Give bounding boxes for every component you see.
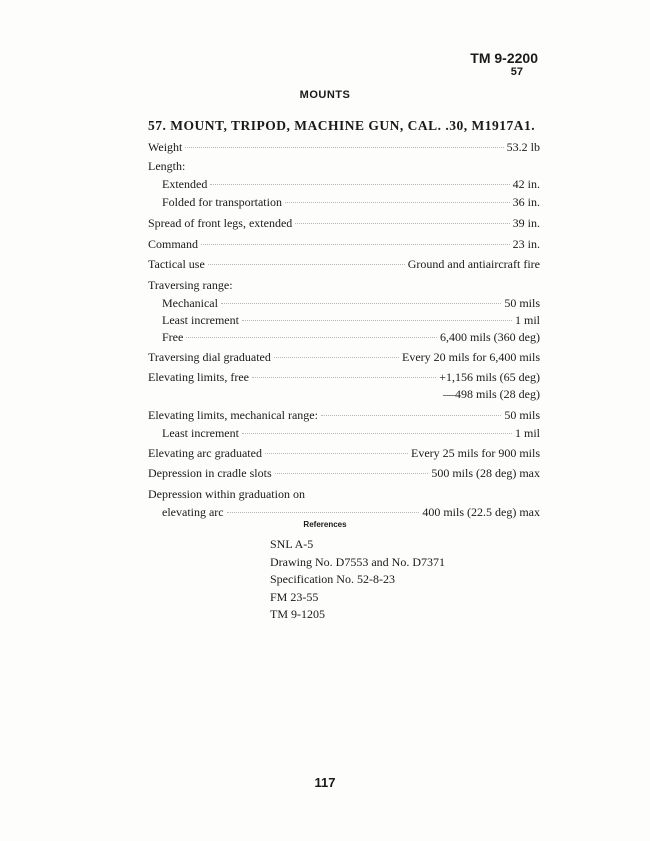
spec-row-free xyxy=(148,329,540,346)
spec-row-command xyxy=(148,236,540,253)
spec-row-length xyxy=(148,158,540,175)
spec-row-elevating-mechanical xyxy=(148,407,540,424)
spec-value: 1 mil xyxy=(514,313,540,327)
dot-leader xyxy=(201,244,510,245)
spec-label: Traversing dial graduated xyxy=(148,350,271,364)
reference-item: TM 9-1205 xyxy=(270,607,325,622)
item-title: 57. MOUNT, TRIPOD, MACHINE GUN, CAL. .30, M1917A1. xyxy=(148,118,536,133)
spec-row-traversing-dial xyxy=(148,349,540,366)
spec-row-depression-cradle xyxy=(148,465,540,482)
reference-item: Drawing No. D7553 and No. D7371 xyxy=(270,554,445,569)
spec-row-least-increment xyxy=(148,312,540,329)
spec-value: 400 mils (22.5 deg) max xyxy=(422,505,540,519)
spec-value: +1,156 mils (65 deg) xyxy=(439,370,540,384)
spec-value: 6,400 mils (360 deg) xyxy=(440,330,540,344)
dot-leader xyxy=(285,202,510,203)
dot-leader xyxy=(242,320,512,321)
dot-leader xyxy=(185,147,503,148)
dot-leader xyxy=(275,473,429,474)
references-heading: References xyxy=(303,520,347,529)
spec-label: Elevating limits, mechanical range: xyxy=(148,408,318,422)
reference-item: SNL A-5 xyxy=(270,537,314,551)
spec-label: Weight xyxy=(148,140,183,154)
spec-value: 50 mils xyxy=(504,296,540,310)
paragraph-number: 57 xyxy=(510,66,523,78)
spec-row-least-increment xyxy=(148,425,540,442)
spec-value: —498 mils (28 deg) xyxy=(443,387,540,401)
page-number: 117 xyxy=(314,775,336,790)
spec-label: Command xyxy=(148,237,198,251)
spec-label: Spread of front legs, extended xyxy=(148,216,293,230)
reference-item: FM 23-55 xyxy=(270,589,319,604)
spec-row-extended xyxy=(148,176,540,193)
spec-label: Elevating limits, free xyxy=(148,370,249,384)
dot-leader xyxy=(221,303,501,304)
spec-value: 39 in. xyxy=(512,216,540,230)
spec-label: elevating arc xyxy=(162,505,224,519)
dot-leader xyxy=(208,264,405,265)
spec-row-folded xyxy=(148,194,540,211)
spec-row-weight xyxy=(148,139,540,156)
spec-value: 36 in. xyxy=(512,195,540,209)
document-id: TM 9-2200 xyxy=(470,50,538,66)
dot-leader xyxy=(295,223,509,224)
references-list xyxy=(270,536,445,624)
dot-leader xyxy=(252,377,436,378)
reference-item: Specification No. 52-8-23 xyxy=(270,572,395,587)
dot-leader xyxy=(265,453,408,454)
spec-row-tactical xyxy=(148,256,540,273)
spec-value: 23 in. xyxy=(512,237,540,251)
spec-row-elevating-arc xyxy=(148,445,540,462)
spec-value: 500 mils (28 deg) max xyxy=(431,466,540,480)
spec-row-spread xyxy=(148,215,540,232)
spec-row-depression-within-cont xyxy=(148,504,540,521)
spec-value: Ground and antiaircraft fire xyxy=(407,257,540,271)
spec-label: Mechanical xyxy=(162,296,218,310)
dot-leader xyxy=(274,357,399,358)
spec-row-depression-within xyxy=(148,486,540,503)
dot-leader xyxy=(227,512,420,513)
spec-label: Length: xyxy=(148,159,186,173)
spec-label: Traversing range: xyxy=(148,278,233,292)
dot-leader xyxy=(186,337,437,338)
spec-row-elevating-free-cont xyxy=(148,386,540,403)
dot-leader xyxy=(321,415,501,416)
spec-label: Extended xyxy=(162,177,208,191)
spec-label: Least increment xyxy=(162,426,239,440)
spec-row-traversing-range xyxy=(148,277,540,294)
spec-label: Depression within graduation on xyxy=(148,487,305,501)
spec-value: 53.2 lb xyxy=(506,140,540,154)
spec-label: Elevating arc graduated xyxy=(148,446,262,460)
spec-value: 42 in. xyxy=(512,177,540,191)
spec-list xyxy=(148,139,540,521)
spec-value: 1 mil xyxy=(514,426,540,440)
spec-value: Every 25 mils for 900 mils xyxy=(411,446,540,460)
spec-row-mechanical xyxy=(148,295,540,312)
spec-label: Free xyxy=(162,330,184,344)
spec-row-elevating-free xyxy=(148,369,540,386)
spec-label: Least increment xyxy=(162,313,239,327)
dot-leader xyxy=(210,184,509,185)
spec-label: Tactical use xyxy=(148,257,205,271)
section-title: MOUNTS xyxy=(299,89,351,101)
dot-leader xyxy=(242,433,512,434)
spec-label: Depression in cradle slots xyxy=(148,466,272,480)
spec-value: 50 mils xyxy=(504,408,540,422)
spec-value: Every 20 mils for 6,400 mils xyxy=(402,350,540,364)
spec-label: Folded for transportation xyxy=(162,195,282,209)
